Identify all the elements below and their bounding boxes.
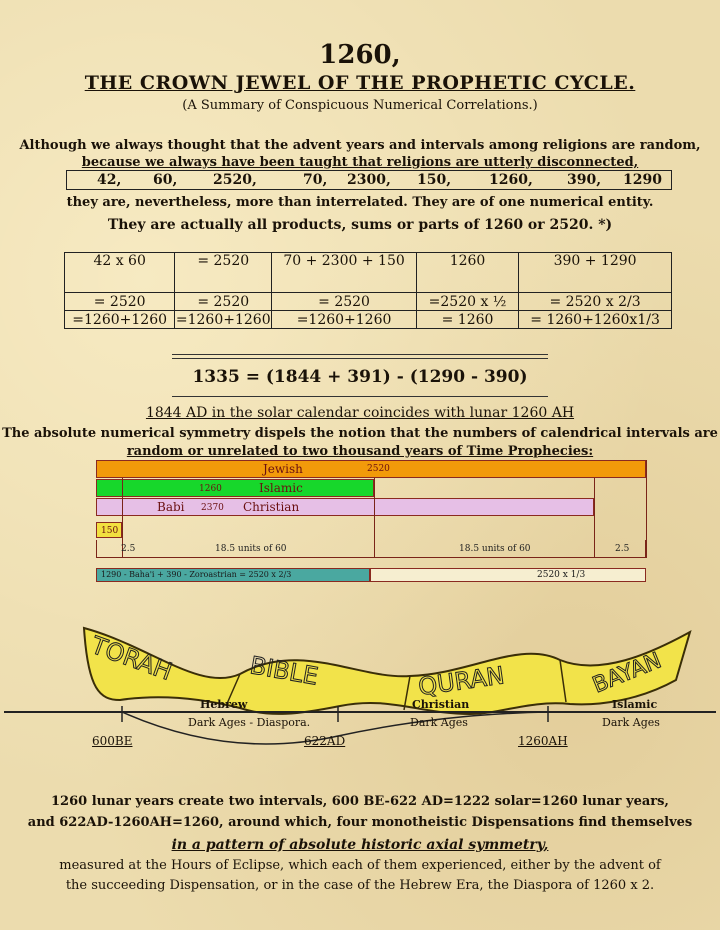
divider xyxy=(172,396,548,397)
remainder-bar xyxy=(370,568,646,582)
islamic-label: Islamic xyxy=(612,698,658,711)
correlation-table xyxy=(64,252,672,329)
jewish-value: 2520 xyxy=(367,464,390,474)
table-cell: =1260+1260 xyxy=(175,311,271,328)
number-item: 390, xyxy=(567,172,602,188)
islamic-sub: Dark Ages xyxy=(602,716,660,729)
bottom-line-2: and 622AD-1260AH=1260, around which, four monotheistic Dispensations find themselves xyxy=(27,815,693,830)
bottom-line-4: measured at the Hours of Eclipse, which each of them experienced, either by the advent of xyxy=(59,858,661,873)
hebrew-sub: Dark Ages - Diaspora. xyxy=(188,716,311,729)
bar-150 xyxy=(96,522,122,538)
divider xyxy=(172,354,548,355)
christian-bar xyxy=(96,498,594,516)
table-cell: = 2520 xyxy=(65,293,175,311)
intro-line-4: They are actually all products, sums or parts of 1260 or 2520. *) xyxy=(107,217,613,233)
torah-word: TORAH xyxy=(87,631,176,686)
number-item: 1260, xyxy=(489,172,533,188)
number-item: 60, xyxy=(153,172,178,188)
date-1260ah: 1260AH xyxy=(518,734,568,748)
number-item: 1290 xyxy=(623,172,662,188)
unit-label: 2.5 xyxy=(121,544,136,554)
babi-label: Babi xyxy=(157,500,185,514)
table-cell: =1260+1260 xyxy=(272,311,417,329)
table-cell: = 2520 xyxy=(175,253,272,293)
rule xyxy=(646,460,647,558)
table-cell: 1260 xyxy=(416,253,518,293)
islamic-label: Islamic xyxy=(259,481,303,495)
units-row xyxy=(96,540,646,558)
value-150: 150 xyxy=(101,526,119,536)
number-item: 150, xyxy=(417,172,452,188)
date-622ad: 622AD xyxy=(304,734,346,748)
bottom-line-3: in a pattern of absolute historic axial symmetry, xyxy=(171,837,549,853)
symmetry-line-2: random or unrelated to two thousand years of Time Prophecies: xyxy=(126,444,594,459)
islamic-bar xyxy=(96,479,374,497)
remainder-label: 2520 x 1/3 xyxy=(537,570,586,580)
number-box xyxy=(66,170,672,190)
quran-word: QURAN xyxy=(416,661,507,702)
table-cell: = 1260 xyxy=(416,311,518,329)
bahai-label: 1290 - Baha'i + 390 - Zoroastrian = 2520 x 2/3 xyxy=(101,570,292,579)
table-cell: =1260+1260 xyxy=(65,311,175,329)
intro-line-3: they are, nevertheless, more than interrelated. They are of one numerical entity. xyxy=(66,195,654,210)
table-cell: = 2520 xyxy=(175,293,272,311)
unit-label: 18.5 units of 60 xyxy=(215,544,287,554)
page-subtitle: THE CROWN JEWEL OF THE PROPHETIC CYCLE. xyxy=(84,72,636,94)
bayan-word: BAYAN xyxy=(589,648,666,699)
date-600be: 600BE xyxy=(92,734,133,748)
table-cell: =2520 x ½ xyxy=(416,293,518,311)
table-cell: 390 + 1290 xyxy=(519,253,672,293)
equation: 1335 = (1844 + 391) - (1290 - 390) xyxy=(192,367,528,387)
babi-value: 2370 xyxy=(201,503,224,513)
intro-line-2: because we always have been taught that religions are utterly disconnected, xyxy=(81,155,639,170)
number-item: 42, xyxy=(97,172,122,188)
unit-label: 18.5 units of 60 xyxy=(459,544,531,554)
christian-sub: Dark Ages xyxy=(410,716,468,729)
divider xyxy=(172,358,548,359)
summary-note: (A Summary of Conspicuous Numerical Correlations.) xyxy=(182,98,538,113)
symmetry-line-1: The absolute numerical symmetry dispels the notion that the numbers of calendrical intervals are xyxy=(2,426,718,441)
bahai-zoroastrian-bar xyxy=(96,568,370,582)
calendar-statement: 1844 AD in the solar calendar coincides with lunar 1260 AH xyxy=(145,405,575,421)
table-cell: = 2520 x 2/3 xyxy=(519,293,672,311)
islamic-value: 1260 xyxy=(199,484,222,494)
intro-line-1: Although we always thought that the advent years and intervals among religions are random, xyxy=(19,138,701,153)
hebrew-label: Hebrew xyxy=(200,698,248,711)
table-cell: = 2520 xyxy=(272,293,417,311)
bible-word: BIBLE xyxy=(247,651,321,691)
table-cell: 70 + 2300 + 150 xyxy=(272,253,417,293)
number-item: 70, xyxy=(303,172,328,188)
page-title: 1260, xyxy=(319,40,401,70)
christian-label: Christian xyxy=(412,698,470,711)
jewish-bar xyxy=(96,460,646,478)
christian-label: Christian xyxy=(243,500,300,514)
bottom-line-1: 1260 lunar years create two intervals, 600 BE-622 AD=1222 solar=1260 lunar years, xyxy=(51,794,669,809)
jewish-label: Jewish xyxy=(263,462,303,476)
unit-label: 2.5 xyxy=(615,544,630,554)
bottom-line-5: the succeeding Dispensation, or in the case of the Hebrew Era, the Diaspora of 1260 x 2. xyxy=(65,878,655,893)
number-item: 2520, xyxy=(213,172,257,188)
table-cell: = 1260+1260x1/3 xyxy=(519,311,672,329)
number-item: 2300, xyxy=(347,172,391,188)
table-cell: 42 x 60 xyxy=(65,253,175,293)
